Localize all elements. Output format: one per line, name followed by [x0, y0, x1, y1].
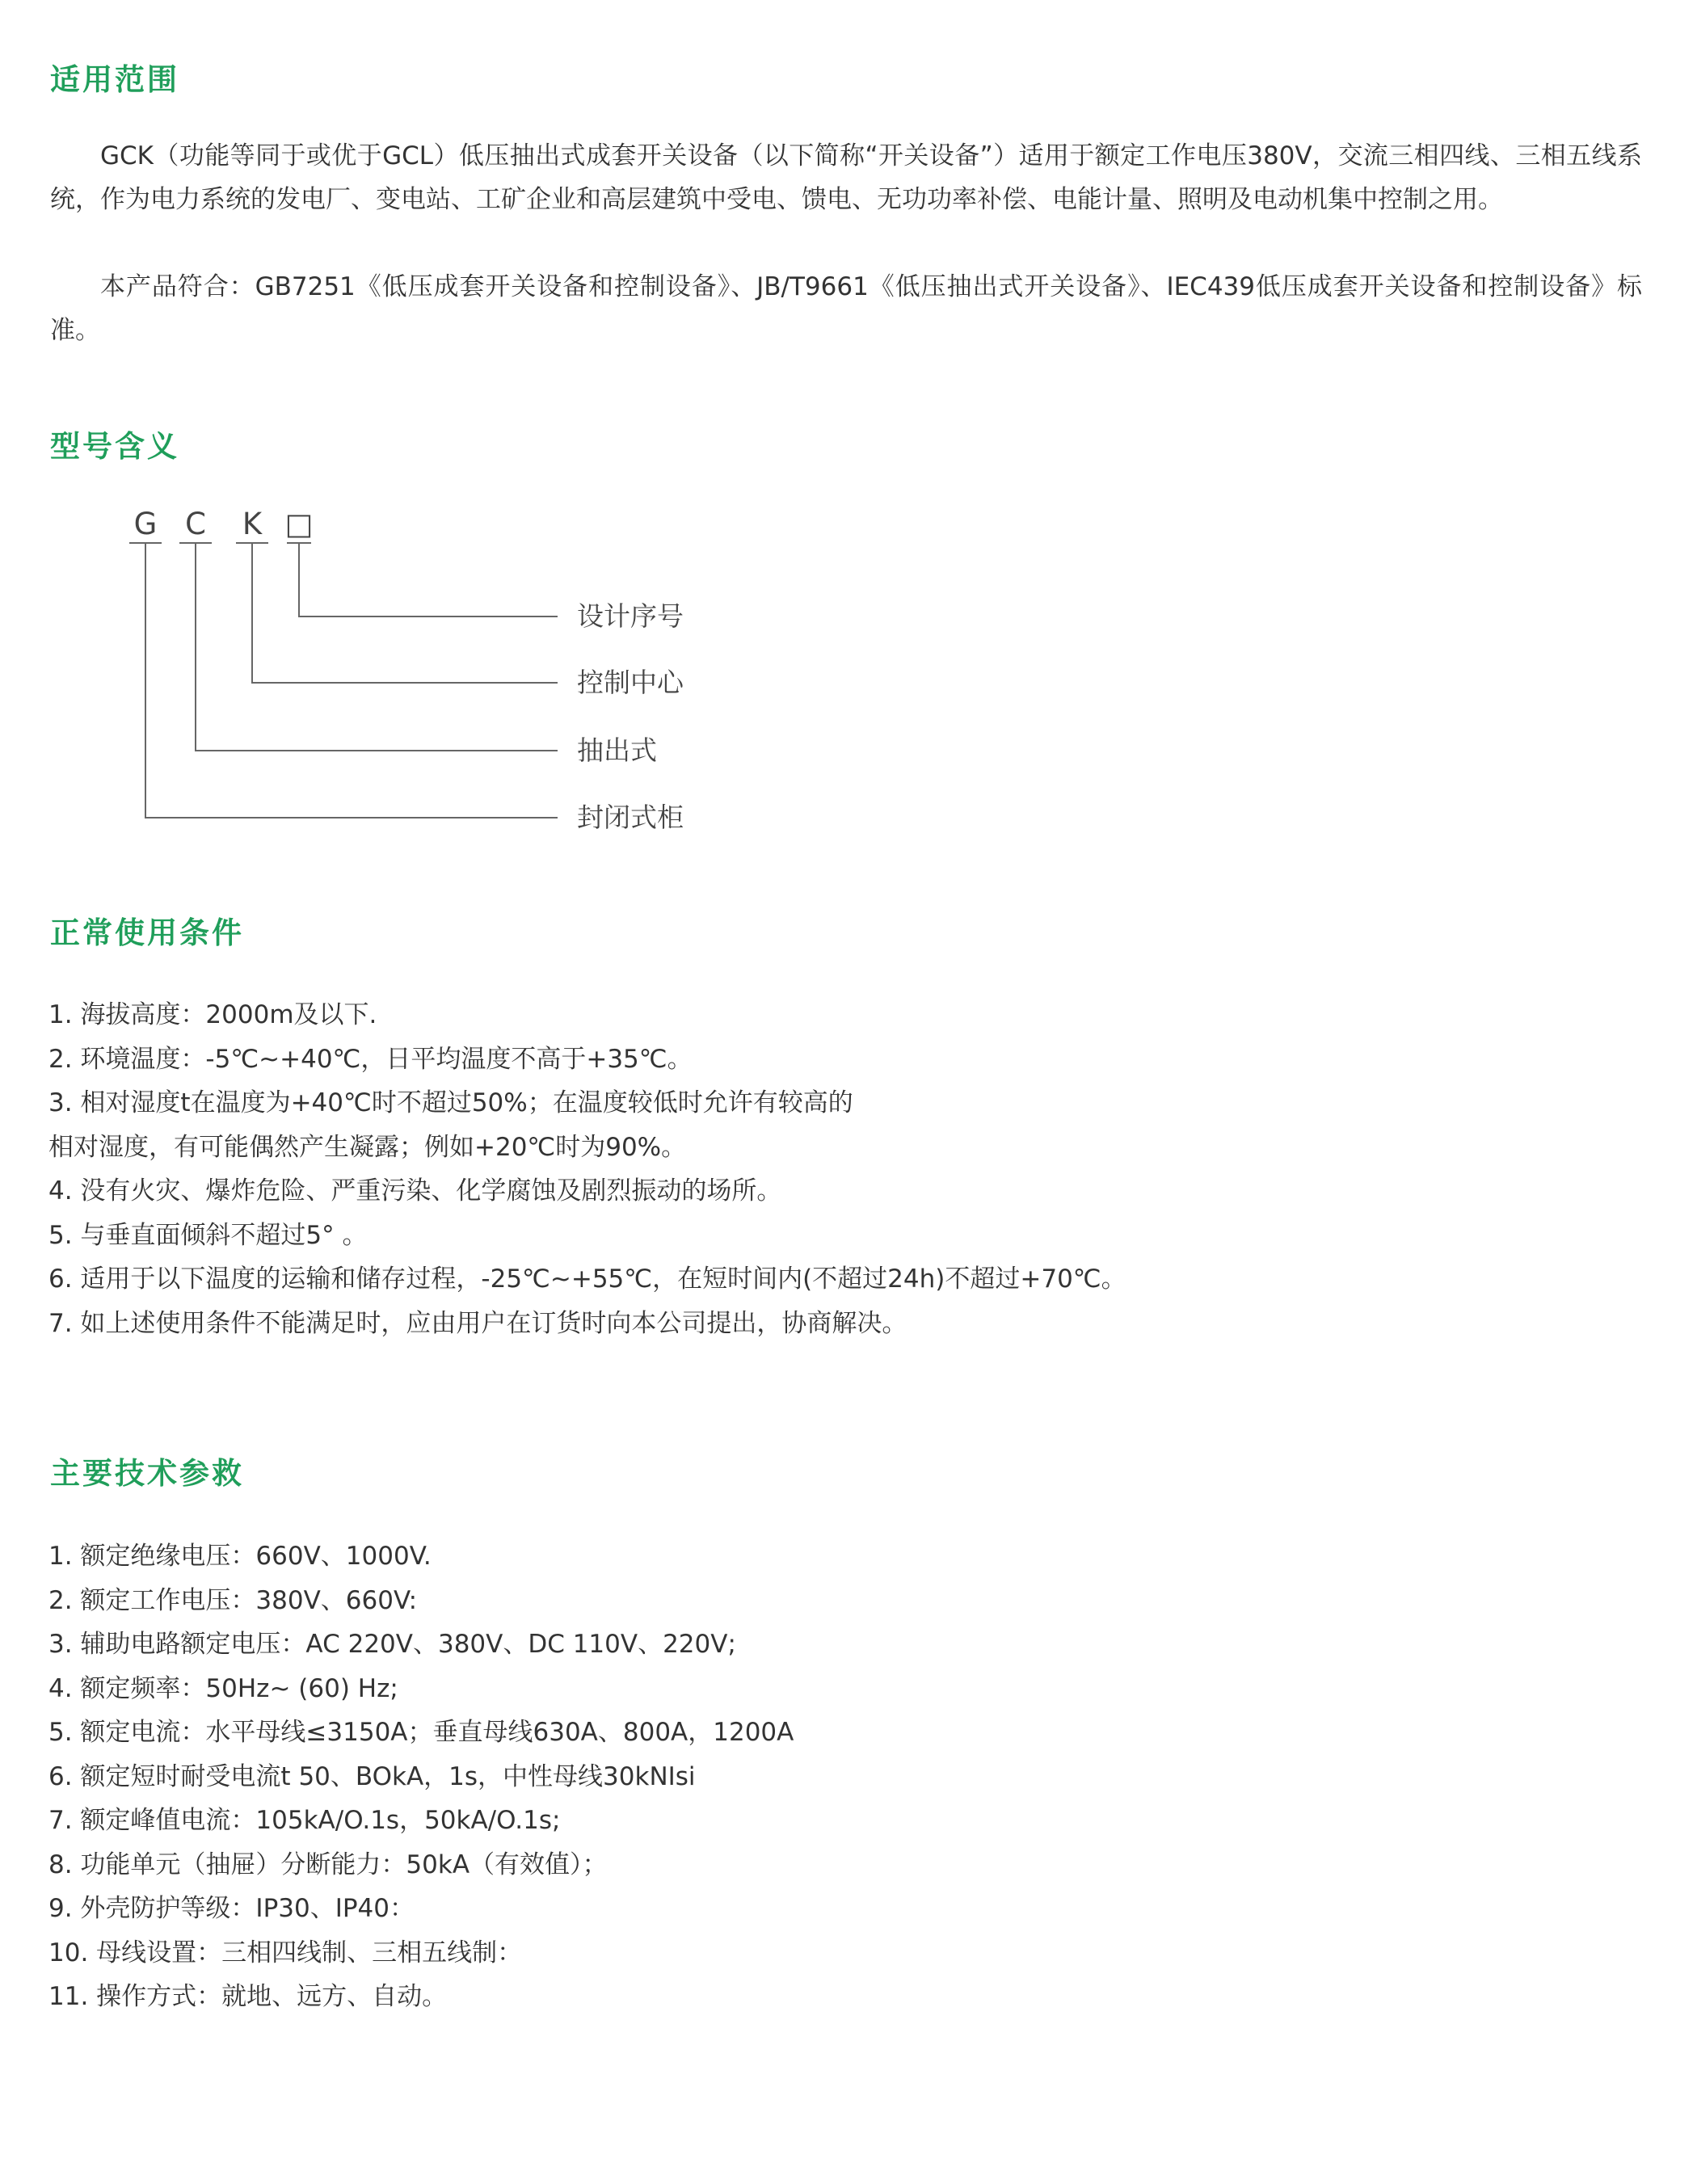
conditions-list [48, 993, 1640, 1345]
leader-line-design-serial [299, 543, 558, 616]
list-item: 5. 额定电流：水平母线≤3150A；垂直母线630A、800A，1200A [48, 1718, 794, 1747]
list-item: 11. 操作方式：就地、远方、自动。 [48, 1982, 448, 2011]
list-item: 7. 如上述使用条件不能满足时，应由用户在订货时向本公司提出，协商解决。 [48, 1308, 907, 1338]
list-item: 6. 额定短时耐受电流t 50、BOkA，1s，中性母线30kNIsi [48, 1761, 696, 1791]
list-item: 9. 外壳防护等级：IP30、IP40： [48, 1894, 415, 1923]
list-item: 5. 与垂直面倾斜不超过5° 。 [48, 1220, 368, 1250]
section-heading-model: 型号含义 [50, 429, 179, 464]
section-heading-conditions: 正常使用条件 [50, 915, 244, 950]
technical-list [48, 1534, 1640, 2019]
list-item: 6. 适用于以下温度的运输和储存过程，-25℃~+55℃，在短时间内(不超过24h)不超过+70℃。 [48, 1265, 1126, 1294]
list-item: 10. 母线设置：三相四线制、三相五线制： [48, 1938, 523, 1967]
list-item: 4. 没有火灾、爆炸危险、严重污染、化学腐蚀及剧烈振动的场所。 [48, 1176, 782, 1206]
scope-paragraph-1: GCK（功能等同于或优于GCL）低压抽出式成套开关设备（以下简称“开关设备”）适用于额定工作电压380V，交流三相四线、三相五线系统，作为电力系统的发电厂、变电站、工矿企业和高层建筑中受电、馈电、无功功率补偿、电能计量、照明及电动机集中控制之用。 [50, 141, 1642, 214]
leader-line-control-center [252, 543, 558, 683]
diagram-lines [129, 543, 558, 818]
scope-paragraph-2: 本产品符合：GB7251《低压成套开关设备和控制设备》、JB/T9661《低压抽出式开关设备》、IEC439低压成套开关设备和控制设备》标准。 [50, 272, 1642, 345]
list-item: 3. 相对湿度t在温度为+40℃时不超过50%；在温度较低时允许有较高的相对湿度，有可能偶然产生凝露；例如+20℃时为90%。 [48, 1088, 853, 1162]
model-letter-k: K [242, 507, 263, 541]
list-item: 8. 功能单元（抽屉）分断能力：50kA（有效值）； [48, 1849, 608, 1879]
list-item: 1. 额定绝缘电压：660V、1000V. [48, 1542, 432, 1571]
model-label-drawout: 抽出式 [577, 734, 657, 766]
list-item: 2. 环境温度：-5℃~+40℃，日平均温度不高于+35℃。 [48, 1044, 693, 1074]
leader-line-enclosed-cabinet [145, 543, 558, 818]
model-label-control-center: 控制中心 [577, 667, 684, 698]
model-label-design-serial: 设计序号 [577, 600, 684, 632]
section-heading-scope: 适用范围 [50, 62, 179, 97]
list-item: 1. 海拔高度：2000m及以下. [48, 1000, 377, 1029]
list-item: 3. 辅助电路额定电压：AC 220V、380V、DC 110V、220V; [48, 1630, 736, 1659]
section-heading-technical: 主要技术参救 [50, 1456, 244, 1491]
model-designation-diagram [0, 0, 1697, 889]
list-item: 7. 额定峰值电流：105kA/O.1s，50kA/O.1s; [48, 1806, 561, 1835]
model-letter-g: G [133, 507, 158, 541]
model-letter-box: □ [284, 507, 314, 541]
model-label-enclosed-cabinet: 封闭式柜 [577, 802, 684, 833]
leader-line-drawout [196, 543, 558, 751]
list-item: 4. 额定频率：50Hz~ (60) Hz; [48, 1673, 398, 1703]
model-letter-c: C [185, 507, 206, 541]
list-item: 2. 额定工作电压：380V、660V: [48, 1585, 418, 1615]
